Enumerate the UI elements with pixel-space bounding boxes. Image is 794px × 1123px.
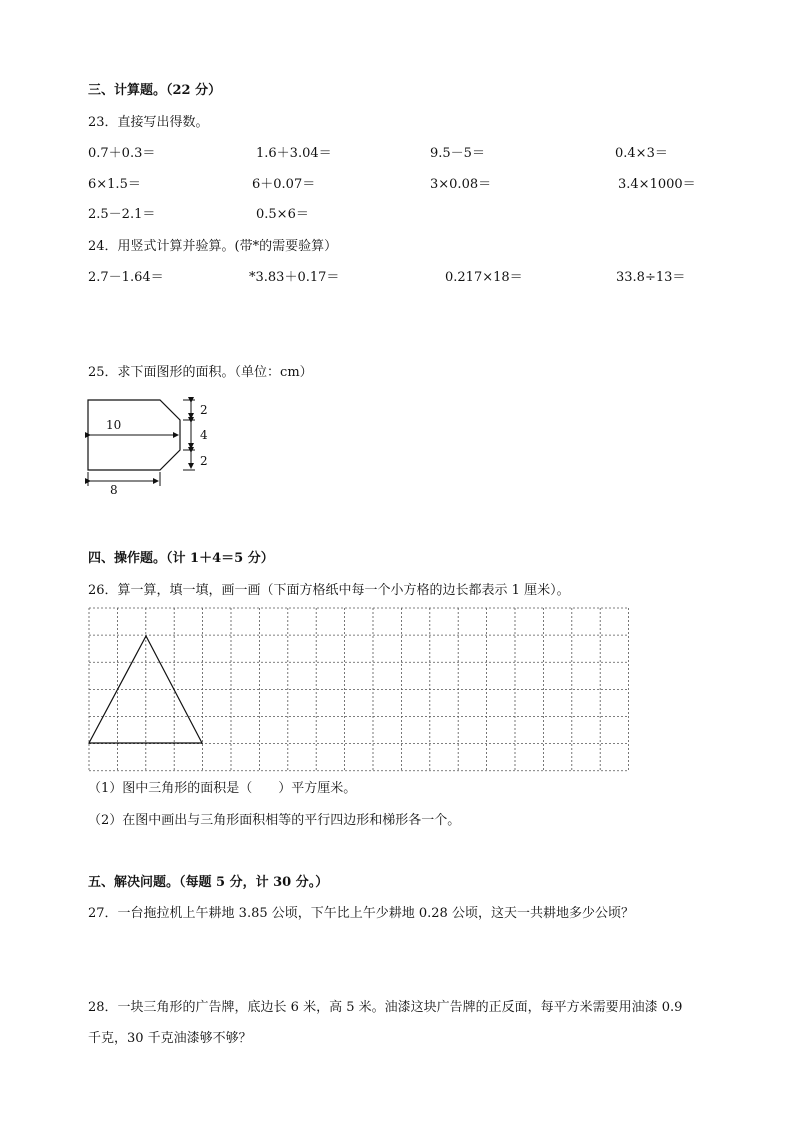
q24-item: 33.8÷13＝: [616, 270, 686, 285]
q26-sub2: （2）在图中画出与三角形面积相等的平行四边形和梯形各一个。: [88, 813, 461, 828]
q27-text: 27．一台拖拉机上午耕地 3.85 公顷，下午比上午少耕地 0.28 公顷，这天一共耕地多少公顷？: [88, 906, 634, 921]
q23-item: 9.5－5＝: [430, 146, 485, 161]
q24-item: 0.217×18＝: [445, 270, 523, 285]
label-seg-mid: 4: [200, 428, 208, 442]
label-seg-bottom: 2: [200, 454, 208, 468]
section-4-heading: 四、操作题。（计 1＋4＝5 分）: [88, 551, 274, 566]
q23-item: 1.6＋3.04＝: [256, 146, 332, 161]
q23-item: 0.7＋0.3＝: [88, 146, 156, 161]
label-bottom-width: 8: [110, 483, 118, 497]
q25-prompt: 25．求下面图形的面积。（单位：cm）: [88, 365, 313, 380]
q26-prompt: 26．算一算，填一填，画一画（下面方格纸中每一个小方格的边长都表示 1 厘米）。: [88, 583, 570, 598]
label-top-width: 10: [106, 418, 122, 432]
q28-text-line2: 千克，30 千克油漆够不够？: [88, 1031, 252, 1046]
q23-item: 3×0.08＝: [430, 177, 492, 192]
q24-prompt: 24．用竖式计算并验算。(带*的需要验算）: [88, 239, 338, 254]
q23-item: 3.4×1000＝: [618, 177, 696, 192]
q23-item: 6＋0.07＝: [252, 177, 316, 192]
q28-text-line1: 28．一块三角形的广告牌，底边长 6 米，高 5 米。油漆这块广告牌的正反面，每平方米需要用油漆 0.9: [88, 1000, 683, 1015]
q23-item: 0.4×3＝: [615, 146, 668, 161]
q25-shape-figure: [80, 392, 220, 497]
section-5-heading: 五、解决问题。（每题 5 分，计 30 分。）: [88, 875, 329, 890]
section-3-heading: 三、计算题。（22 分）: [88, 83, 222, 98]
q26-grid-paper: [88, 607, 630, 773]
q26-sub1: （1）图中三角形的面积是（ ）平方厘米。: [88, 781, 357, 796]
q23-item: 2.5－2.1＝: [88, 207, 156, 222]
q24-item: *3.83＋0.17＝: [249, 270, 340, 285]
q24-item: 2.7－1.64＝: [88, 270, 164, 285]
label-seg-top: 2: [200, 403, 208, 417]
q23-item: 0.5×6＝: [256, 207, 309, 222]
q23-prompt: 23．直接写出得数。: [88, 115, 209, 130]
q23-item: 6×1.5＝: [88, 177, 141, 192]
